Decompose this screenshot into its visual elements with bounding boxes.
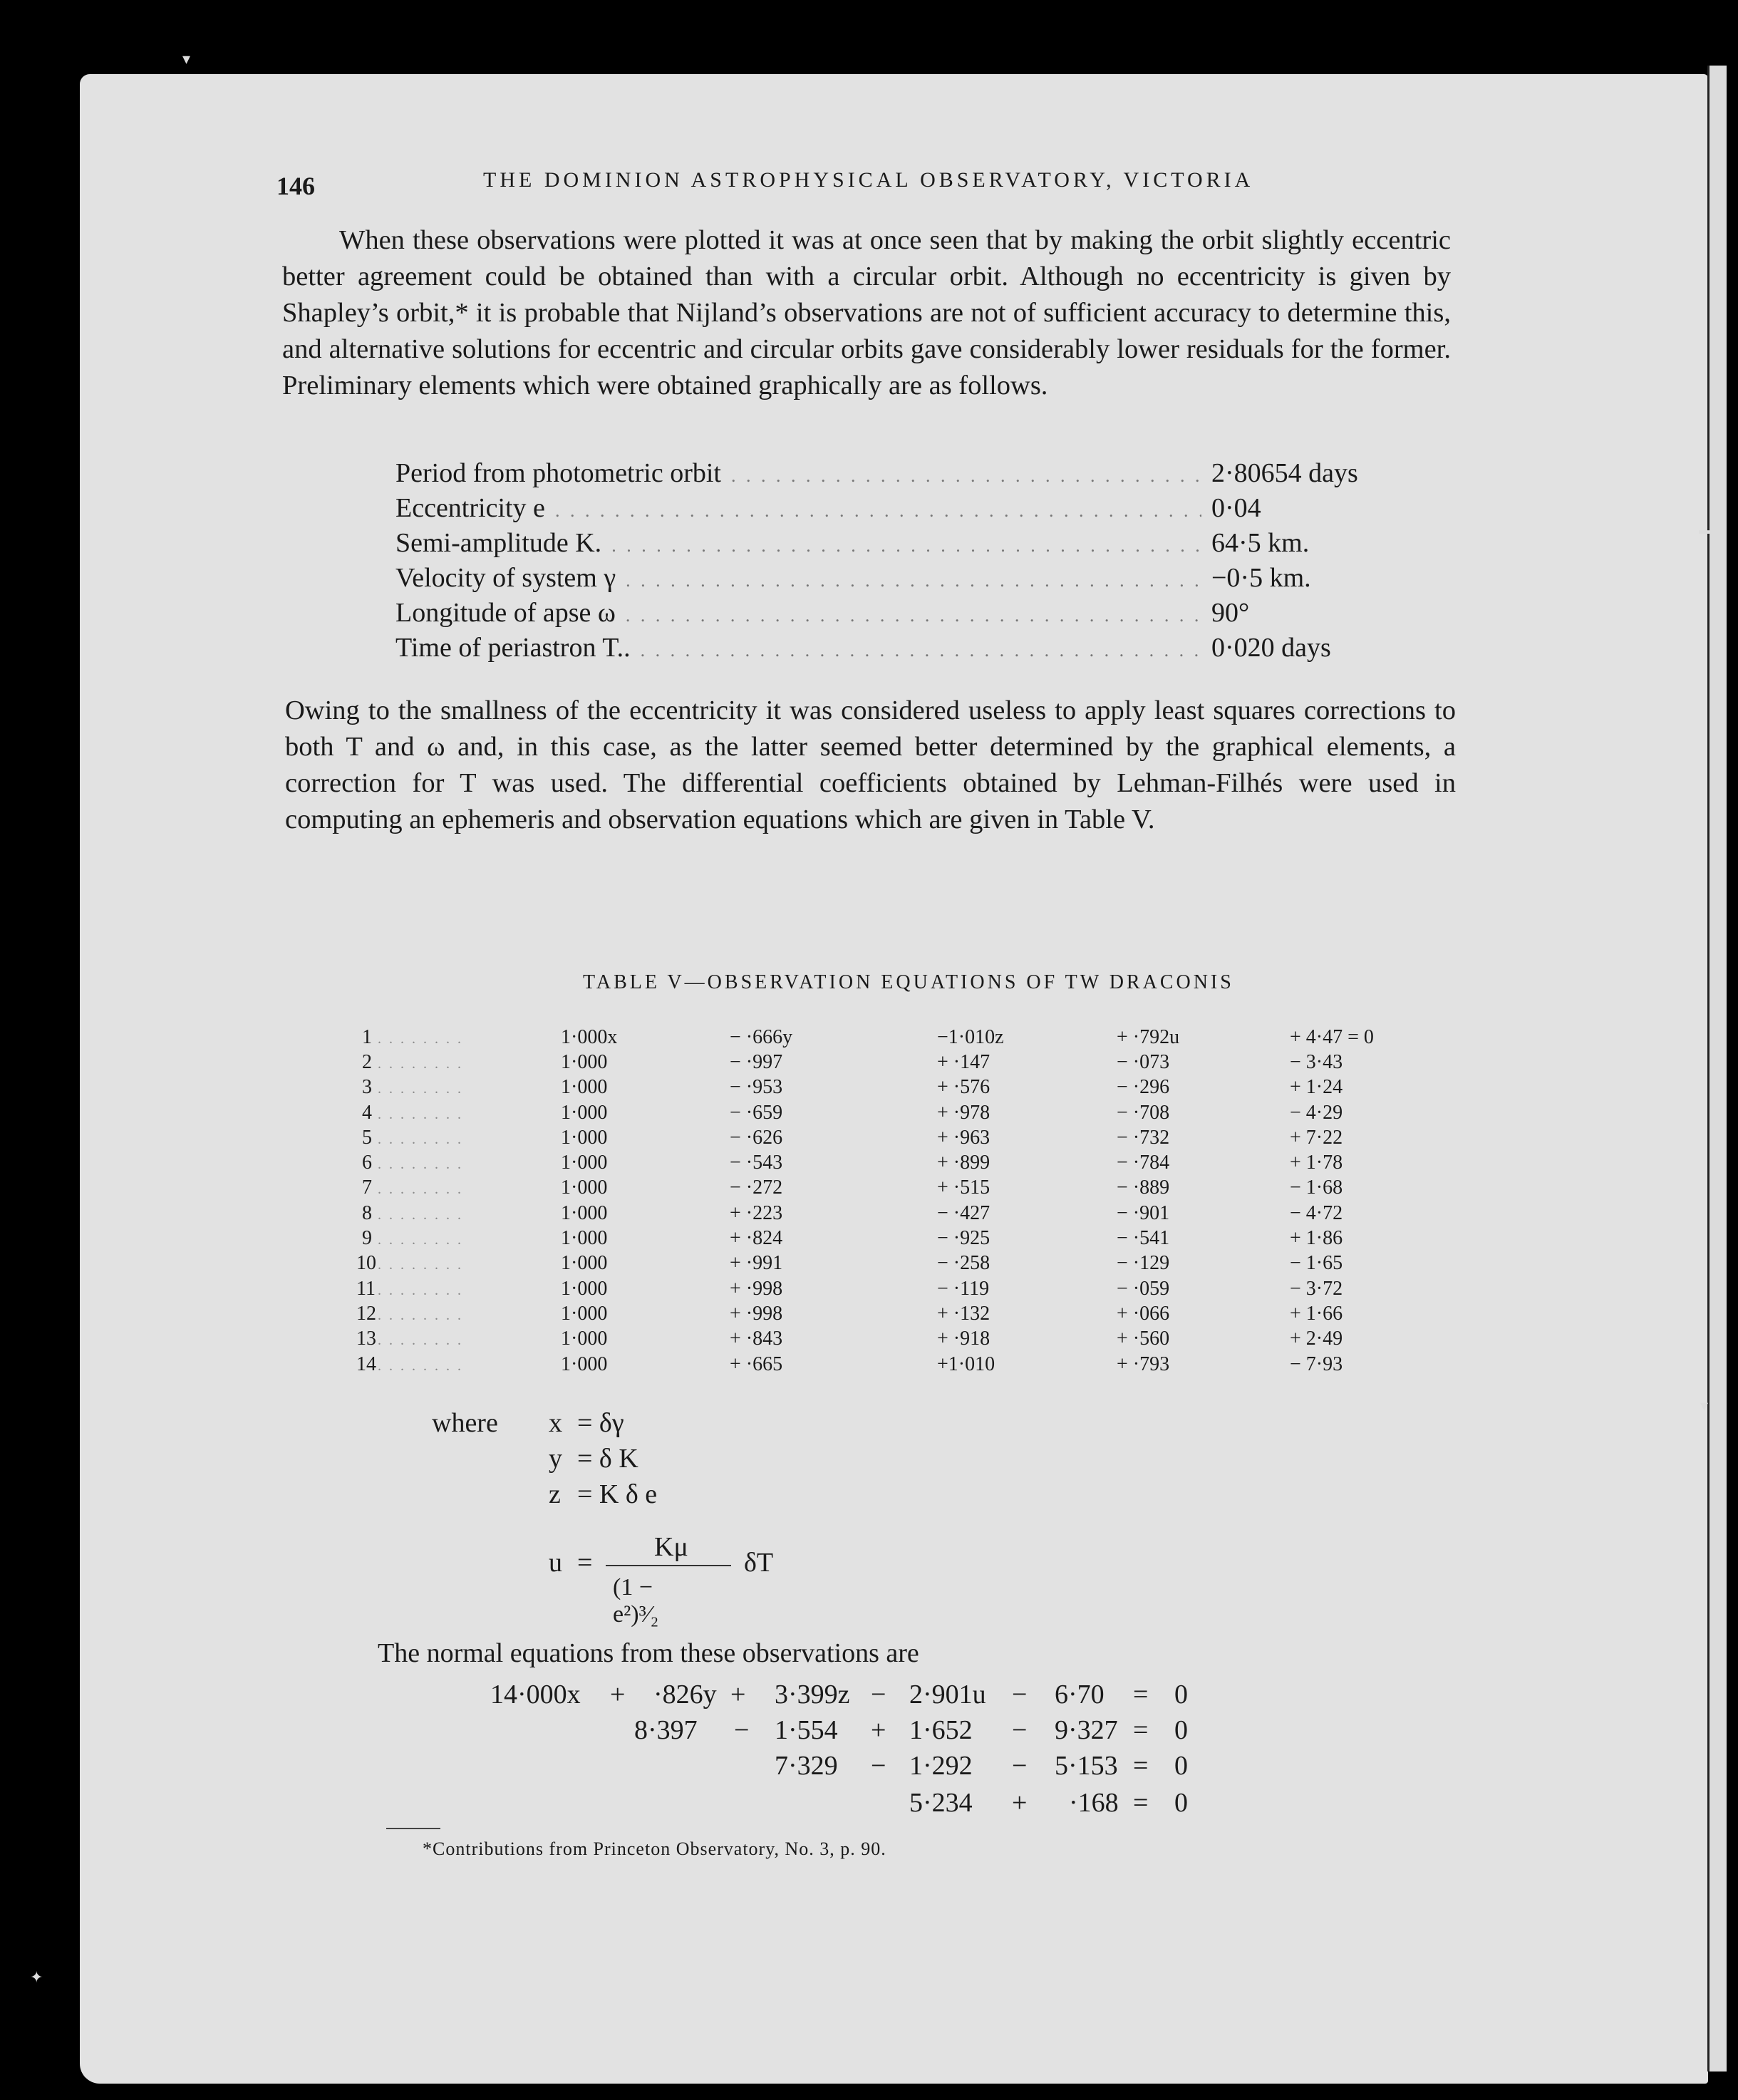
element-label: Longitude of apse ω [395,598,616,628]
equation-number-cell [356,1327,561,1352]
table-body [356,1025,1425,1377]
dot-leader: . . . . . . . . [372,1106,463,1122]
dot-leader: . . . . . . . . [372,1206,463,1223]
coefficient-cell: + ·515 [937,1176,990,1199]
equation-number: 9 [362,1227,372,1250]
equation-number-cell [356,1176,561,1201]
coefficient-cell: + ·793 [1117,1352,1170,1375]
coefficient-cell: 1·000 [561,1201,608,1224]
coefficient-cell: 1·000 [561,1328,608,1350]
element-value: 90° [1211,598,1250,628]
equation-number-cell [356,1301,561,1326]
equation-operator: = [1133,1715,1149,1745]
table-row [356,1100,1425,1125]
element-label: Semi-amplitude K. [395,528,602,558]
coefficient-cell: 1·000 [561,1126,608,1149]
element-value: 0·04 [1211,493,1261,523]
equation-number-cell [356,1201,561,1226]
equation-number-cell [356,1276,561,1301]
equation-operator: = [1133,1680,1149,1710]
table-row [356,1327,1425,1352]
equation-term: 0 [1174,1715,1188,1745]
coefficient-cell: − ·059 [1117,1277,1170,1300]
coefficient-cell: − ·784 [1117,1152,1170,1174]
coefficient-cell: − 3·43 [1290,1050,1343,1073]
scan-speck: ▾ [182,50,191,68]
coefficient-cell: + ·998 [730,1277,783,1300]
coefficient-cell: − ·953 [730,1076,783,1099]
coefficient-cell: − ·272 [730,1176,783,1199]
dot-leader [626,570,1201,591]
table-row [356,1176,1425,1201]
element-row [395,562,1372,597]
coefficient-cell: + ·223 [730,1201,783,1224]
coefficient-cell: − ·708 [1117,1101,1170,1124]
equation-number: 12 [356,1302,376,1325]
coefficient-cell: + ·824 [730,1227,783,1250]
running-head: THE DOMINION ASTROPHYSICAL OBSERVATORY, VICTORIA [483,168,1254,192]
dot-leader: . . . . . . . . [372,1131,463,1147]
page-number: 146 [276,172,315,200]
coefficient-cell: + 2·49 [1290,1328,1343,1350]
coefficient-cell: + ·147 [937,1050,990,1073]
method-paragraph: Owing to the smallness of the eccentricity it was considered useless to apply least squares corrections to both T and ω and, in this case, as the latter seemed better determined by the graphical elements, a correction for T was used. The differential coefficients obtained by Lehman-Filhés were used in computing an ephemeris and observation equations which are given in Table V. [285,695,1456,834]
equation-number-cell [356,1075,561,1100]
coefficient-cell: + ·576 [937,1076,990,1099]
coefficient-cell: −1·010z [937,1025,1004,1048]
observation-equations-table [356,1025,1425,1377]
coefficient-cell: 1·000 [561,1352,608,1375]
equation-operator: + [871,1715,886,1745]
equation-number: 14 [356,1352,376,1375]
coefficient-cell: − ·626 [730,1126,783,1149]
equation-operator: − [1012,1680,1028,1710]
equation-term: 0 [1174,1680,1188,1710]
equation-term: ·826y [653,1680,717,1710]
equation-number: 11 [356,1277,376,1300]
element-row [395,527,1372,562]
element-row [395,632,1372,667]
dot-leader: . . . . . . . . [372,1282,463,1298]
coefficient-cell: − 1·68 [1290,1176,1343,1199]
table-row [356,1050,1425,1075]
equation-number-cell [356,1125,561,1150]
facing-page-edge [1707,66,1727,2071]
equation-number: 10 [356,1252,376,1275]
equation-operator: = [1133,1788,1149,1818]
coefficient-cell: − ·543 [730,1152,783,1174]
table-row [356,1301,1425,1326]
equation-operator: − [871,1751,886,1781]
coefficient-cell: − ·901 [1117,1201,1170,1224]
table-row [356,1352,1425,1377]
dot-leader: . . . . . . . . [372,1257,463,1273]
coefficient-cell: − ·732 [1117,1126,1170,1149]
element-label: Time of periastron T.. [395,633,631,663]
equation-number-cell [356,1251,561,1276]
equation-number: 2 [362,1050,372,1073]
equation-number: 1 [362,1025,372,1048]
coefficient-cell: 1·000 [561,1302,608,1325]
table-caption: TABLE V—OBSERVATION EQUATIONS OF TW DRACONIS [583,971,1234,993]
equation-number-cell [356,1050,561,1075]
dot-leader [626,605,1201,626]
coefficient-cell: − 4·29 [1290,1101,1343,1124]
scan-speck: ✦ [30,1968,43,1986]
coefficient-cell: + ·998 [730,1302,783,1325]
coefficient-cell: + ·899 [937,1152,990,1174]
equation-operator: = [1133,1751,1149,1781]
coefficient-cell: 1·000 [561,1076,608,1099]
equation-operator: − [871,1680,886,1710]
coefficient-cell: + ·843 [730,1328,783,1350]
equation-term: 1·652 [909,1715,973,1745]
coefficient-cell: − ·659 [730,1101,783,1124]
coefficient-cell: + ·978 [937,1101,990,1124]
coefficient-cell: − ·119 [937,1277,990,1300]
u-variable: u [549,1548,562,1578]
equation-term: 0 [1174,1788,1188,1818]
equation-number: 3 [362,1076,372,1099]
table-row [356,1150,1425,1175]
table-row [356,1251,1425,1276]
equation-number: 4 [362,1101,372,1124]
equation-term: ·168 [1069,1788,1119,1818]
coefficient-cell: + ·665 [730,1352,783,1375]
equation-number: 6 [362,1152,372,1174]
dot-leader: . . . . . . . . [372,1030,463,1047]
dot-leader [611,535,1201,557]
element-row [395,597,1372,632]
coefficient-cell: − ·997 [730,1050,783,1073]
dot-leader: . . . . . . . . [372,1157,463,1173]
equation-number-cell [356,1352,561,1377]
coefficient-cell: 1·000 [561,1277,608,1300]
equation-number: 13 [356,1328,376,1350]
coefficient-cell: − ·073 [1117,1050,1170,1073]
coefficient-cell: + 1·78 [1290,1152,1343,1174]
orbital-elements-list [395,457,1372,667]
z-variable: z [549,1479,561,1509]
coefficient-cell: 1·000 [561,1227,608,1250]
coefficient-cell: + 1·86 [1290,1227,1343,1250]
coefficient-cell: 1·000 [561,1152,608,1174]
equation-operator: − [734,1715,750,1745]
coefficient-cell: 1·000 [561,1176,608,1199]
equation-number-cell [356,1100,561,1125]
footnote-rule [386,1828,440,1829]
coefficient-cell: − ·666y [730,1025,793,1048]
dot-leader: . . . . . . . . [372,1357,463,1374]
y-variable: y [549,1444,562,1474]
coefficient-cell: + 4·47 = 0 [1290,1025,1374,1048]
coefficient-cell: 1·000 [561,1050,608,1073]
coefficient-cell: − ·258 [937,1252,990,1275]
coefficient-cell: − ·541 [1117,1227,1170,1250]
table-row [356,1276,1425,1301]
equation-term: 3·399z [775,1680,850,1710]
intro-paragraph: When these observations were plotted it was at once seen that by making the orbit slightly eccentric better agreement could be obtained than with a circular orbit. Although no eccentricity is given by Shapley’s orbit,* it is probable that Nijland’s observations are not of sufficient accuracy to determine this, and alternative solutions for eccentric and circular orbits gave considerably lower residuals for the former. Preliminary elements which were obtained graphically are as follows. [282,225,1451,400]
equation-term: 6·70 [1055,1680,1105,1710]
coefficient-cell: + ·560 [1117,1328,1170,1350]
table-row [356,1075,1425,1100]
element-label: Eccentricity e [395,493,545,523]
dot-leader [641,640,1201,661]
element-row [395,457,1372,492]
element-row [395,492,1372,527]
coefficient-cell: − ·296 [1117,1076,1170,1099]
fraction-bar [606,1565,731,1566]
table-row [356,1125,1425,1150]
equation-term: 0 [1174,1751,1188,1781]
coefficient-cell: 1·000 [561,1101,608,1124]
equation-number: 8 [362,1201,372,1224]
dot-leader: . . . . . . . . [372,1333,463,1349]
coefficient-cell: − ·889 [1117,1176,1170,1199]
equation-number: 5 [362,1126,372,1149]
coefficient-cell: + ·918 [937,1328,990,1350]
coefficient-cell: + ·991 [730,1252,783,1275]
coefficient-cell: + ·792u [1117,1025,1180,1048]
element-value: −0·5 km. [1211,563,1311,593]
element-label: Velocity of system γ [395,563,616,593]
u-fraction-numerator: Kμ [654,1532,688,1562]
equation-operator: + [730,1680,746,1710]
equation-term: 1·554 [775,1715,838,1745]
coefficient-cell: + ·963 [937,1126,990,1149]
coefficient-cell: − ·925 [937,1227,990,1250]
coefficient-cell: − 1·65 [1290,1252,1343,1275]
coefficient-cell: + ·132 [937,1302,990,1325]
coefficient-cell: +1·010 [937,1352,995,1375]
dot-leader: . . . . . . . . [372,1081,463,1097]
equation-operator: + [1012,1788,1028,1818]
element-value: 64·5 km. [1211,528,1310,558]
element-value: 0·020 days [1211,633,1331,663]
u-equals: = [577,1548,593,1578]
x-definition: = δγ [577,1408,624,1438]
coefficient-cell: + ·066 [1117,1302,1170,1325]
dot-leader: . . . . . . . . [372,1232,463,1248]
coefficient-cell: − ·427 [937,1201,990,1224]
equation-operator: − [1012,1715,1028,1745]
normal-equations-intro: The normal equations from these observations are [378,1638,919,1668]
coefficient-cell: + 7·22 [1290,1126,1343,1149]
element-value: 2·80654 days [1211,458,1358,488]
u-delta-t: δT [744,1548,774,1578]
equation-term: 9·327 [1055,1715,1118,1745]
coefficient-cell: − 3·72 [1290,1277,1343,1300]
coefficient-cell: − ·129 [1117,1252,1170,1275]
coefficient-cell: 1·000 [561,1252,608,1275]
scan-speck: ▬ [1699,524,1710,537]
equation-number-cell [356,1226,561,1251]
equation-term: 7·329 [775,1751,838,1781]
coefficient-cell: + 1·24 [1290,1076,1343,1099]
equation-term: 5·234 [909,1788,973,1818]
equation-term: 2·901u [909,1680,986,1710]
equation-number: 7 [362,1176,372,1199]
scan-speck: ▾ [1700,1397,1709,1414]
equation-operator: + [610,1680,626,1710]
element-label: Period from photometric orbit [395,458,721,488]
equation-term: 8·397 [634,1715,698,1745]
y-definition: = δ K [577,1444,638,1474]
coefficient-cell: + 1·66 [1290,1302,1343,1325]
coefficient-cell: 1·000x [561,1025,618,1048]
dot-leader: . . . . . . . . [372,1055,463,1072]
equation-term: 14·000x [490,1680,581,1710]
equation-number-cell [356,1150,561,1175]
table-row [356,1201,1425,1226]
equation-term: 1·292 [909,1751,973,1781]
equation-number-cell [356,1025,561,1050]
dot-leader [731,465,1201,487]
u-fraction-denominator: (1 − e²)³⁄₂ [613,1574,659,1628]
table-row [356,1025,1425,1050]
x-variable: x [549,1408,562,1438]
dot-leader: . . . . . . . . [372,1181,463,1198]
table-row [356,1226,1425,1251]
coefficient-cell: − 7·93 [1290,1352,1343,1375]
equation-term: 5·153 [1055,1751,1118,1781]
dot-leader: . . . . . . . . [372,1307,463,1323]
footnote: *Contributions from Princeton Observatory, No. 3, p. 90. [423,1838,886,1859]
z-definition: = K δ e [577,1479,658,1509]
coefficient-cell: − 4·72 [1290,1201,1343,1224]
where-label: where [432,1408,498,1438]
dot-leader [555,500,1201,522]
equation-operator: − [1012,1751,1028,1781]
